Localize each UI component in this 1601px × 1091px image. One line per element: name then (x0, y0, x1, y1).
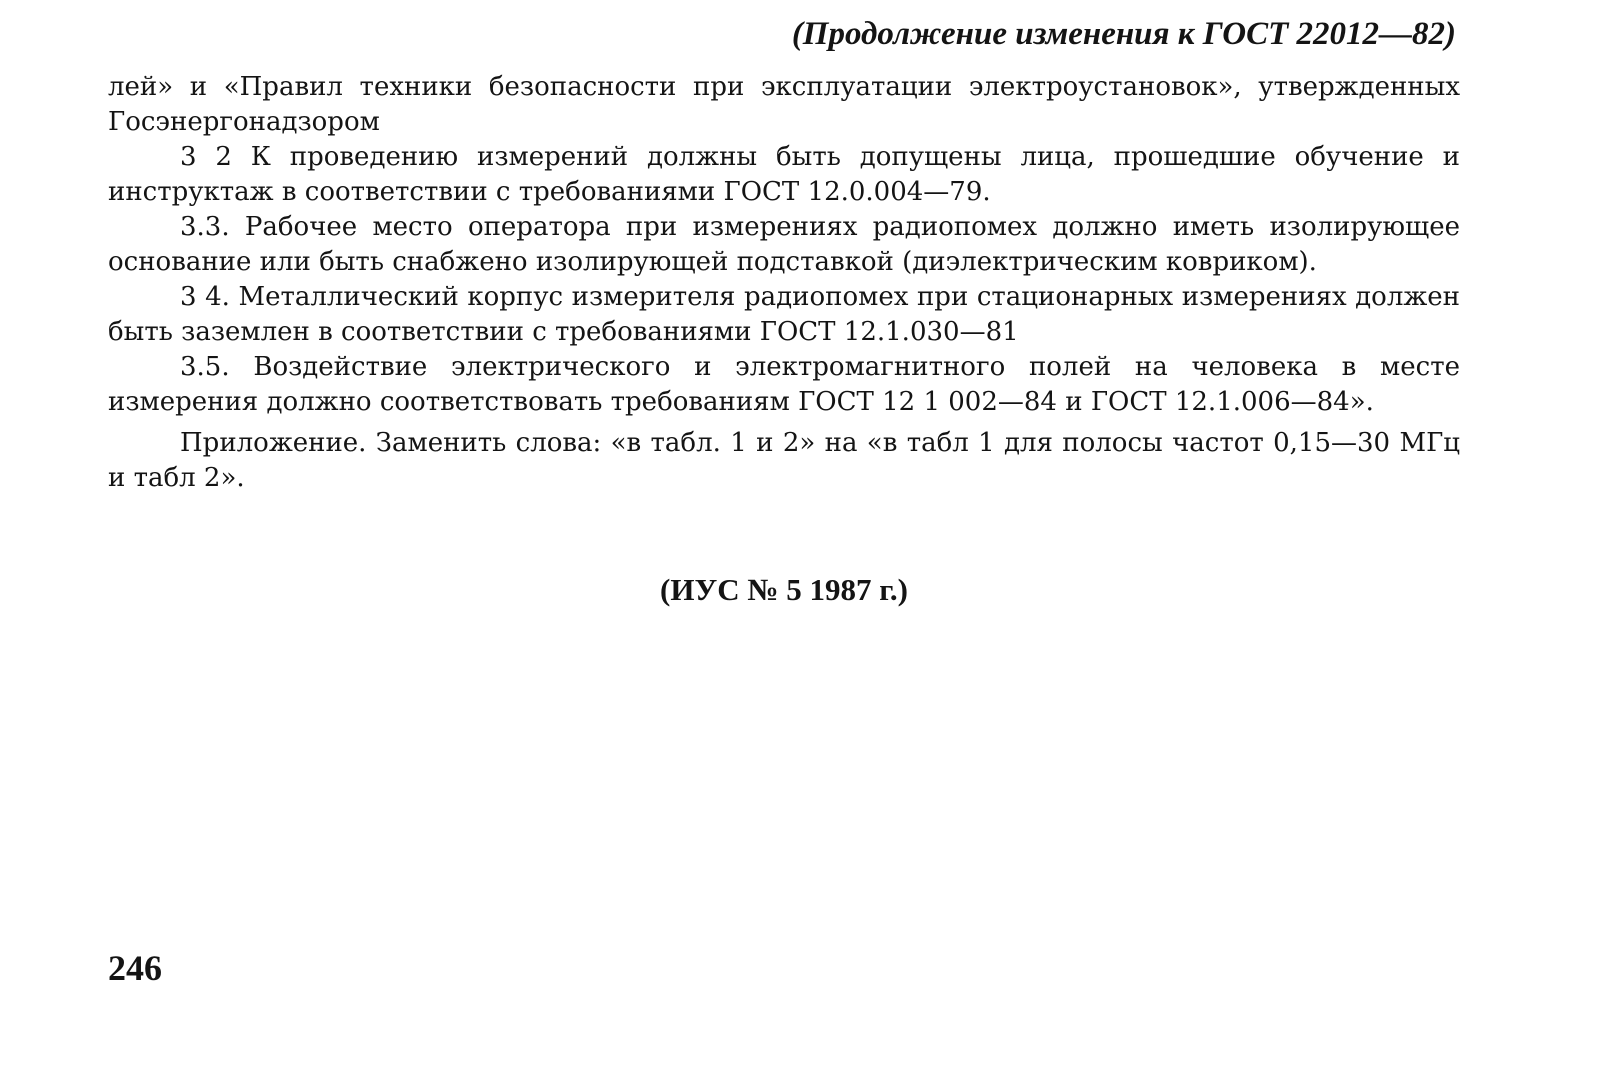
page-header: (Продолжение изменения к ГОСТ 22012—82) (791, 16, 1456, 52)
paragraph-3-4: 3 4. Металлический корпус измерителя радиопомех при стационарных измерениях должен быть заземлен в соответствии с требованиями ГОСТ 12.1.030—81 (108, 282, 1460, 347)
body-text (108, 70, 1460, 496)
source-reference: (ИУС № 5 1987 г.) (660, 572, 908, 607)
paragraph-appendix: Приложение. Заменить слова: «в табл. 1 и 2» на «в табл 1 для полосы частот 0,15—30 МГц и табл 2». (108, 428, 1460, 493)
paragraph-3-5: 3.5. Воздействие электрического и электромагнитного полей на человека в месте измерения должно соответствовать требованиям ГОСТ 12 1 002—84 и ГОСТ 12.1.006—84». (108, 352, 1460, 417)
paragraph-3-3: 3.3. Рабочее место оператора при измерениях радиопомех должно иметь изолирующее основание или быть снабжено изолирующей подставкой (диэлектрическим ковриком). (108, 212, 1460, 277)
page-number: 246 (108, 948, 162, 988)
paragraph-3-2: 3 2 К проведению измерений должны быть допущены лица, прошедшие обучение и инструктаж в соответствии с требованиями ГОСТ 12.0.004—79. (108, 142, 1460, 207)
paragraph-continuation: лей» и «Правил техники безопасности при эксплуатации электроустановок», утвержденных Госэнергонадзором (108, 72, 1460, 137)
